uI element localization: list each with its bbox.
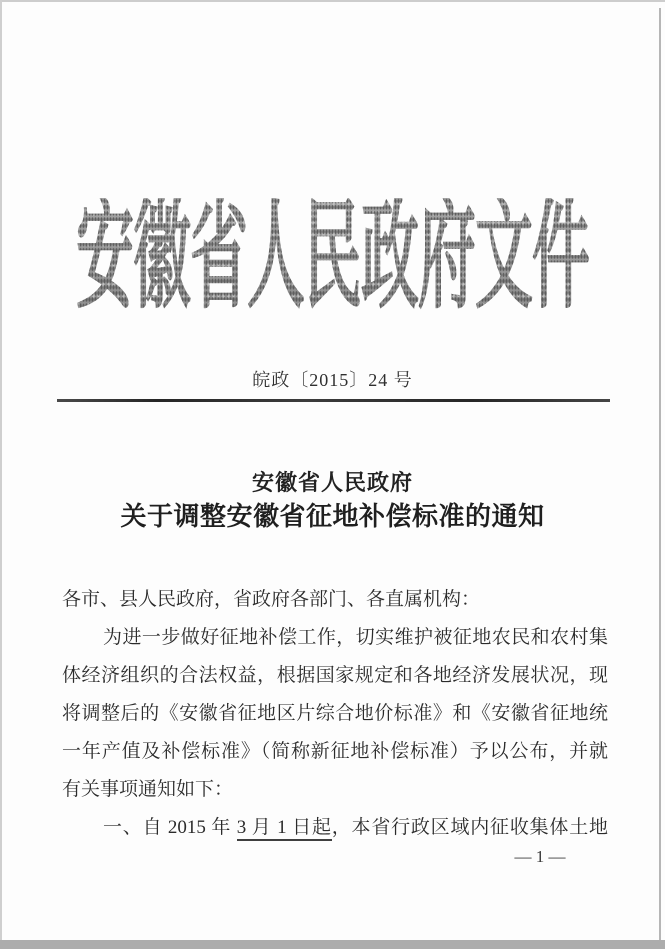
- document-number: 皖政〔2015〕24 号: [252, 370, 413, 390]
- scan-edge-bottom: [0, 940, 665, 949]
- page-number: — 1 —: [514, 847, 566, 866]
- scan-edge-top: [0, 0, 665, 2]
- body-line: 将调整后的《安徽省征地区片综合地价标准》和《安徽省征地统: [62, 703, 608, 724]
- letterhead-banner-text: 安徽省人民政府文件: [75, 189, 589, 324]
- document-title-line2: 关于调整安徽省征地补偿标准的通知: [120, 502, 545, 531]
- item-1-suffix: ，本省行政区域内征收集体土地: [331, 817, 608, 838]
- body-line: 体经济组织的合法权益，根据国家规定和各地经济发展状况，现: [62, 665, 608, 686]
- salutation-line: 各市、县人民政府，省政府各部门、各直属机构：: [62, 589, 481, 610]
- document-body: [62, 581, 608, 847]
- item-1-prefix: 一、自 2015 年: [103, 817, 237, 838]
- body-line: 一年产值及补偿标准》（简称新征地补偿标准）予以公布，并就: [62, 741, 608, 762]
- body-line: 有关事项通知如下：: [62, 779, 234, 800]
- body-line: 为进一步做好征地补偿工作，切实维护被征地农民和农村集: [103, 627, 608, 648]
- letterhead-banner: [0, 189, 665, 324]
- header-divider-rule: [57, 399, 610, 402]
- document-title-line1: 安徽省人民政府: [251, 470, 413, 495]
- item-1-underlined-date: 3 月 1 日起: [237, 817, 332, 841]
- body-line-item-1: [62, 809, 608, 847]
